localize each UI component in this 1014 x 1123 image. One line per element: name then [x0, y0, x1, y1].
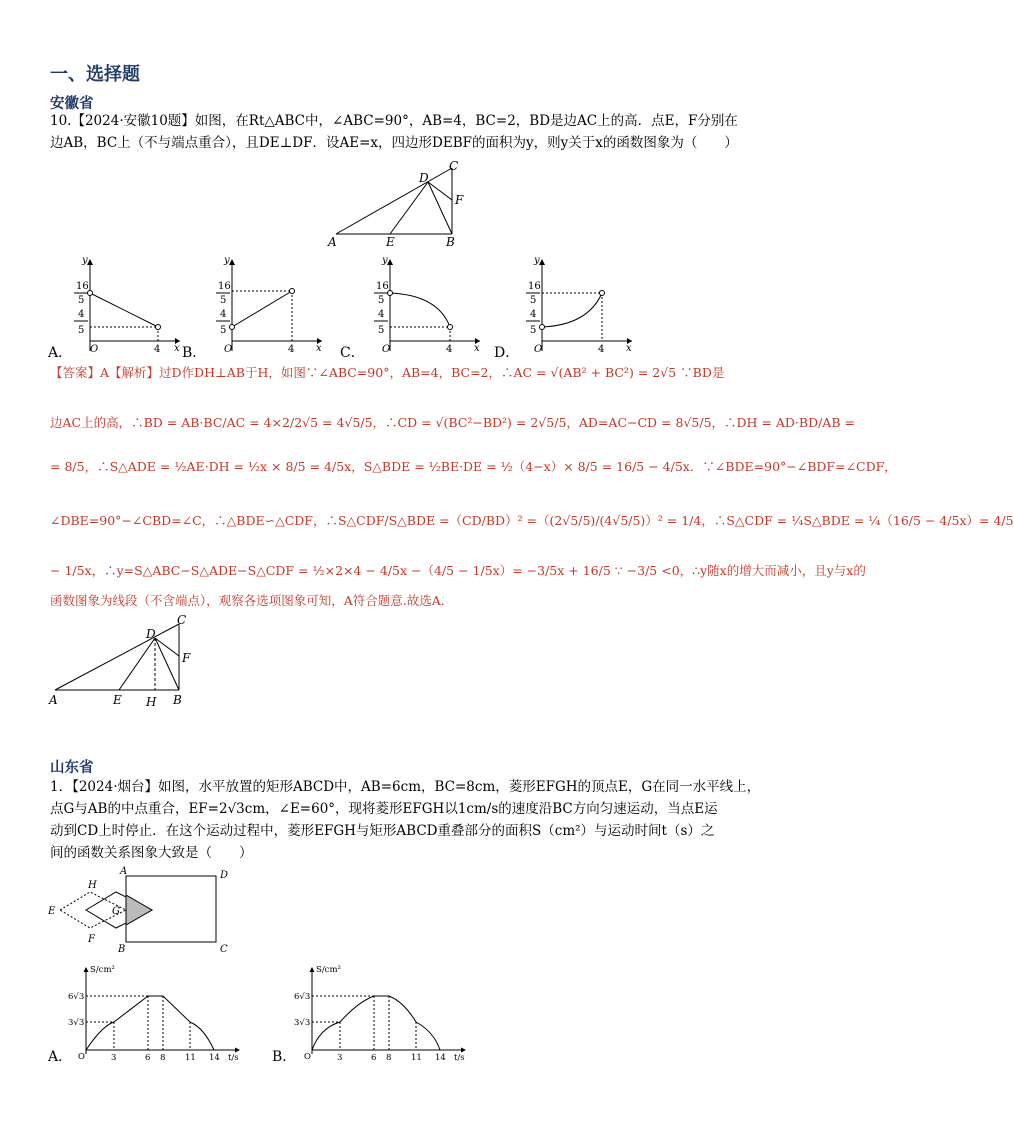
label-B: B: [446, 235, 455, 249]
svg-text:D: D: [146, 627, 156, 641]
svg-text:4: 4: [378, 309, 385, 320]
svg-text:E: E: [48, 906, 56, 917]
svg-text:4: 4: [220, 309, 227, 320]
sd-option-b-label[interactable]: B．: [272, 1049, 297, 1065]
svg-text:6: 6: [371, 1053, 377, 1063]
sd-question-line3: 动到CD上时停止．在这个运动过程中，菱形EFGH与矩形ABCD重叠部分的面积S（cm²）与运动时间t（s）之: [50, 823, 715, 839]
option-graph-b: [216, 255, 322, 355]
svg-text:x: x: [316, 343, 322, 354]
svg-text:D: D: [220, 870, 229, 881]
svg-text:F: F: [182, 651, 191, 665]
svg-text:11: 11: [185, 1053, 196, 1063]
svg-text:5: 5: [378, 295, 385, 306]
svg-text:5: 5: [220, 325, 227, 336]
svg-text:5: 5: [378, 325, 385, 336]
svg-text:A: A: [49, 693, 58, 707]
province-heading-shandong: 山东省: [50, 760, 94, 776]
svg-text:O: O: [382, 344, 391, 355]
svg-text:O: O: [78, 1052, 85, 1062]
svg-text:16: 16: [218, 281, 231, 292]
svg-text:16: 16: [76, 281, 89, 292]
svg-text:5: 5: [78, 325, 85, 336]
option-d-label[interactable]: D．: [494, 345, 520, 361]
label-D: D: [419, 171, 429, 185]
triangle-figure: [320, 158, 470, 250]
svg-text:B: B: [173, 693, 182, 707]
svg-text:O: O: [90, 344, 99, 355]
svg-text:O: O: [224, 344, 233, 355]
label-E: E: [386, 235, 395, 249]
option-b-label[interactable]: B．: [182, 345, 207, 361]
svg-text:x: x: [474, 343, 480, 354]
svg-text:G: G: [112, 906, 120, 917]
question-text-line2: 边AB，BC上（不与端点重合），且DE⊥DF．设AE=x，四边形DEBF的面积为y，则y关于x的函数图象为（ ）: [50, 135, 738, 151]
option-graph-c: [374, 255, 480, 355]
answer-line-2: 边AC上的高，∴BD = AB·BC/AC = 4×2/2√5 = 4√5/5，∴CD = √(BC²−BD²) = 2√5/5，AD=AC−CD = 8√5/5，∴DH = AD·BD/AB =: [50, 415, 855, 430]
answer-line-1: 【答案】A【解析】过D作DH⊥AB于H，如图∵∠ABC=90°，AB=4，BC=2，∴AC = √(AB² + BC²) = 2√5 ∵BD是: [50, 365, 725, 380]
svg-text:O: O: [304, 1052, 311, 1062]
province-heading-anhui: 安徽省: [50, 96, 94, 112]
svg-text:8: 8: [386, 1053, 392, 1063]
svg-text:3: 3: [111, 1053, 117, 1063]
solution-figure: [45, 612, 205, 712]
svg-text:5: 5: [530, 295, 537, 306]
sd-option-a-label[interactable]: A．: [48, 1049, 73, 1065]
label-A: A: [328, 235, 337, 249]
svg-text:y: y: [224, 255, 230, 266]
svg-text:6√3: 6√3: [294, 992, 311, 1002]
svg-text:H: H: [88, 880, 97, 891]
st-graph-b: [294, 965, 466, 1063]
answer-line-4: ∠DBE=90°−∠CBD=∠C，∴△BDE∽△CDF，∴S△CDF/S△BDE =（CD/BD）² =（(2√5/5)/(4√5/5)）² = 1/4，∴S△CDF = ¼S△BDE = ¼（16/5 − 4/5x）= 4/5: [50, 513, 1014, 528]
svg-text:5: 5: [78, 295, 85, 306]
option-graphs: [48, 255, 768, 360]
sd-question-line1: 1．【2024·烟台】如图，水平放置的矩形ABCD中，AB=6cm，BC=8cm，菱形EFGH的顶点E，G在同一水平线上，: [50, 779, 761, 795]
svg-text:16: 16: [376, 281, 389, 292]
svg-text:3√3: 3√3: [68, 1018, 85, 1028]
svg-text:B: B: [118, 944, 126, 955]
svg-text:E: E: [113, 693, 122, 707]
svg-text:3√3: 3√3: [294, 1018, 311, 1028]
label-F: F: [455, 193, 464, 207]
st-graph-a: [68, 965, 240, 1063]
question-text-line1: 10.【2024·安徽10题】如图，在Rt△ABC中，∠ABC=90°，AB=4，BC=2，BD是边AC上的高．点E，F分别在: [50, 113, 738, 129]
option-c-label[interactable]: C．: [340, 345, 365, 361]
svg-text:t/s: t/s: [454, 1053, 465, 1063]
rectangle-rhombus-figure: [40, 862, 240, 954]
sd-question-line4: 间的函数关系图象大致是（ ）: [50, 845, 253, 861]
svg-text:x: x: [174, 343, 180, 354]
svg-text:3: 3: [337, 1053, 343, 1063]
answer-line-6: 函数图象为线段（不含端点），观察各选项图象可知，A符合题意.故选A．: [50, 593, 454, 608]
svg-text:O: O: [534, 344, 543, 355]
svg-text:4: 4: [530, 309, 537, 320]
svg-text:C: C: [177, 613, 187, 627]
svg-text:4: 4: [154, 344, 161, 355]
option-graph-d: [526, 255, 632, 355]
svg-text:8: 8: [160, 1053, 166, 1063]
svg-text:14: 14: [209, 1053, 220, 1063]
svg-text:14: 14: [435, 1053, 446, 1063]
svg-text:y: y: [382, 255, 388, 266]
svg-text:11: 11: [411, 1053, 422, 1063]
svg-text:x: x: [626, 343, 632, 354]
svg-text:H: H: [146, 695, 157, 709]
answer-line-5: − 1/5x，∴y=S△ABC−S△ADE−S△CDF = ½×2×4 − 4/5x −（4/5 − 1/5x）= −3/5x + 16/5 ∵ −3/5 <0，∴y随x的增大而减小，且y与x的: [50, 563, 866, 578]
svg-text:S/cm²: S/cm²: [90, 965, 115, 975]
svg-text:4: 4: [446, 344, 453, 355]
svg-text:5: 5: [530, 325, 537, 336]
svg-text:t/s: t/s: [228, 1053, 239, 1063]
section-title: 一、选择题: [50, 64, 140, 85]
option-graph-a: [74, 255, 180, 355]
svg-text:F: F: [88, 934, 95, 945]
answer-line-3: = 8/5，∴S△ADE = ½AE·DH = ½x × 8/5 = 4/5x，S△BDE = ½BE·DE = ½（4−x）× 8/5 = 16/5 − 4/5x．∵∠BDE=90°−∠BDF=∠CDF，: [50, 459, 897, 474]
svg-text:4: 4: [78, 309, 85, 320]
sd-question-line2: 点G与AB的中点重合，EF=2√3cm，∠E=60°，现将菱形EFGH以1cm/s的速度沿BC方向匀速运动，当点E运: [50, 801, 718, 817]
svg-text:y: y: [82, 255, 88, 266]
label-C: C: [449, 159, 459, 173]
svg-text:4: 4: [288, 344, 295, 355]
svg-text:S/cm²: S/cm²: [316, 965, 341, 975]
svg-text:16: 16: [528, 281, 541, 292]
svg-text:4: 4: [598, 344, 605, 355]
svg-text:6√3: 6√3: [68, 992, 85, 1002]
option-a-label[interactable]: A．: [48, 345, 73, 361]
svg-text:6: 6: [145, 1053, 151, 1063]
svg-text:5: 5: [220, 295, 227, 306]
svg-text:C: C: [220, 944, 228, 955]
svg-text:y: y: [534, 255, 540, 266]
svg-text:A: A: [120, 866, 128, 877]
